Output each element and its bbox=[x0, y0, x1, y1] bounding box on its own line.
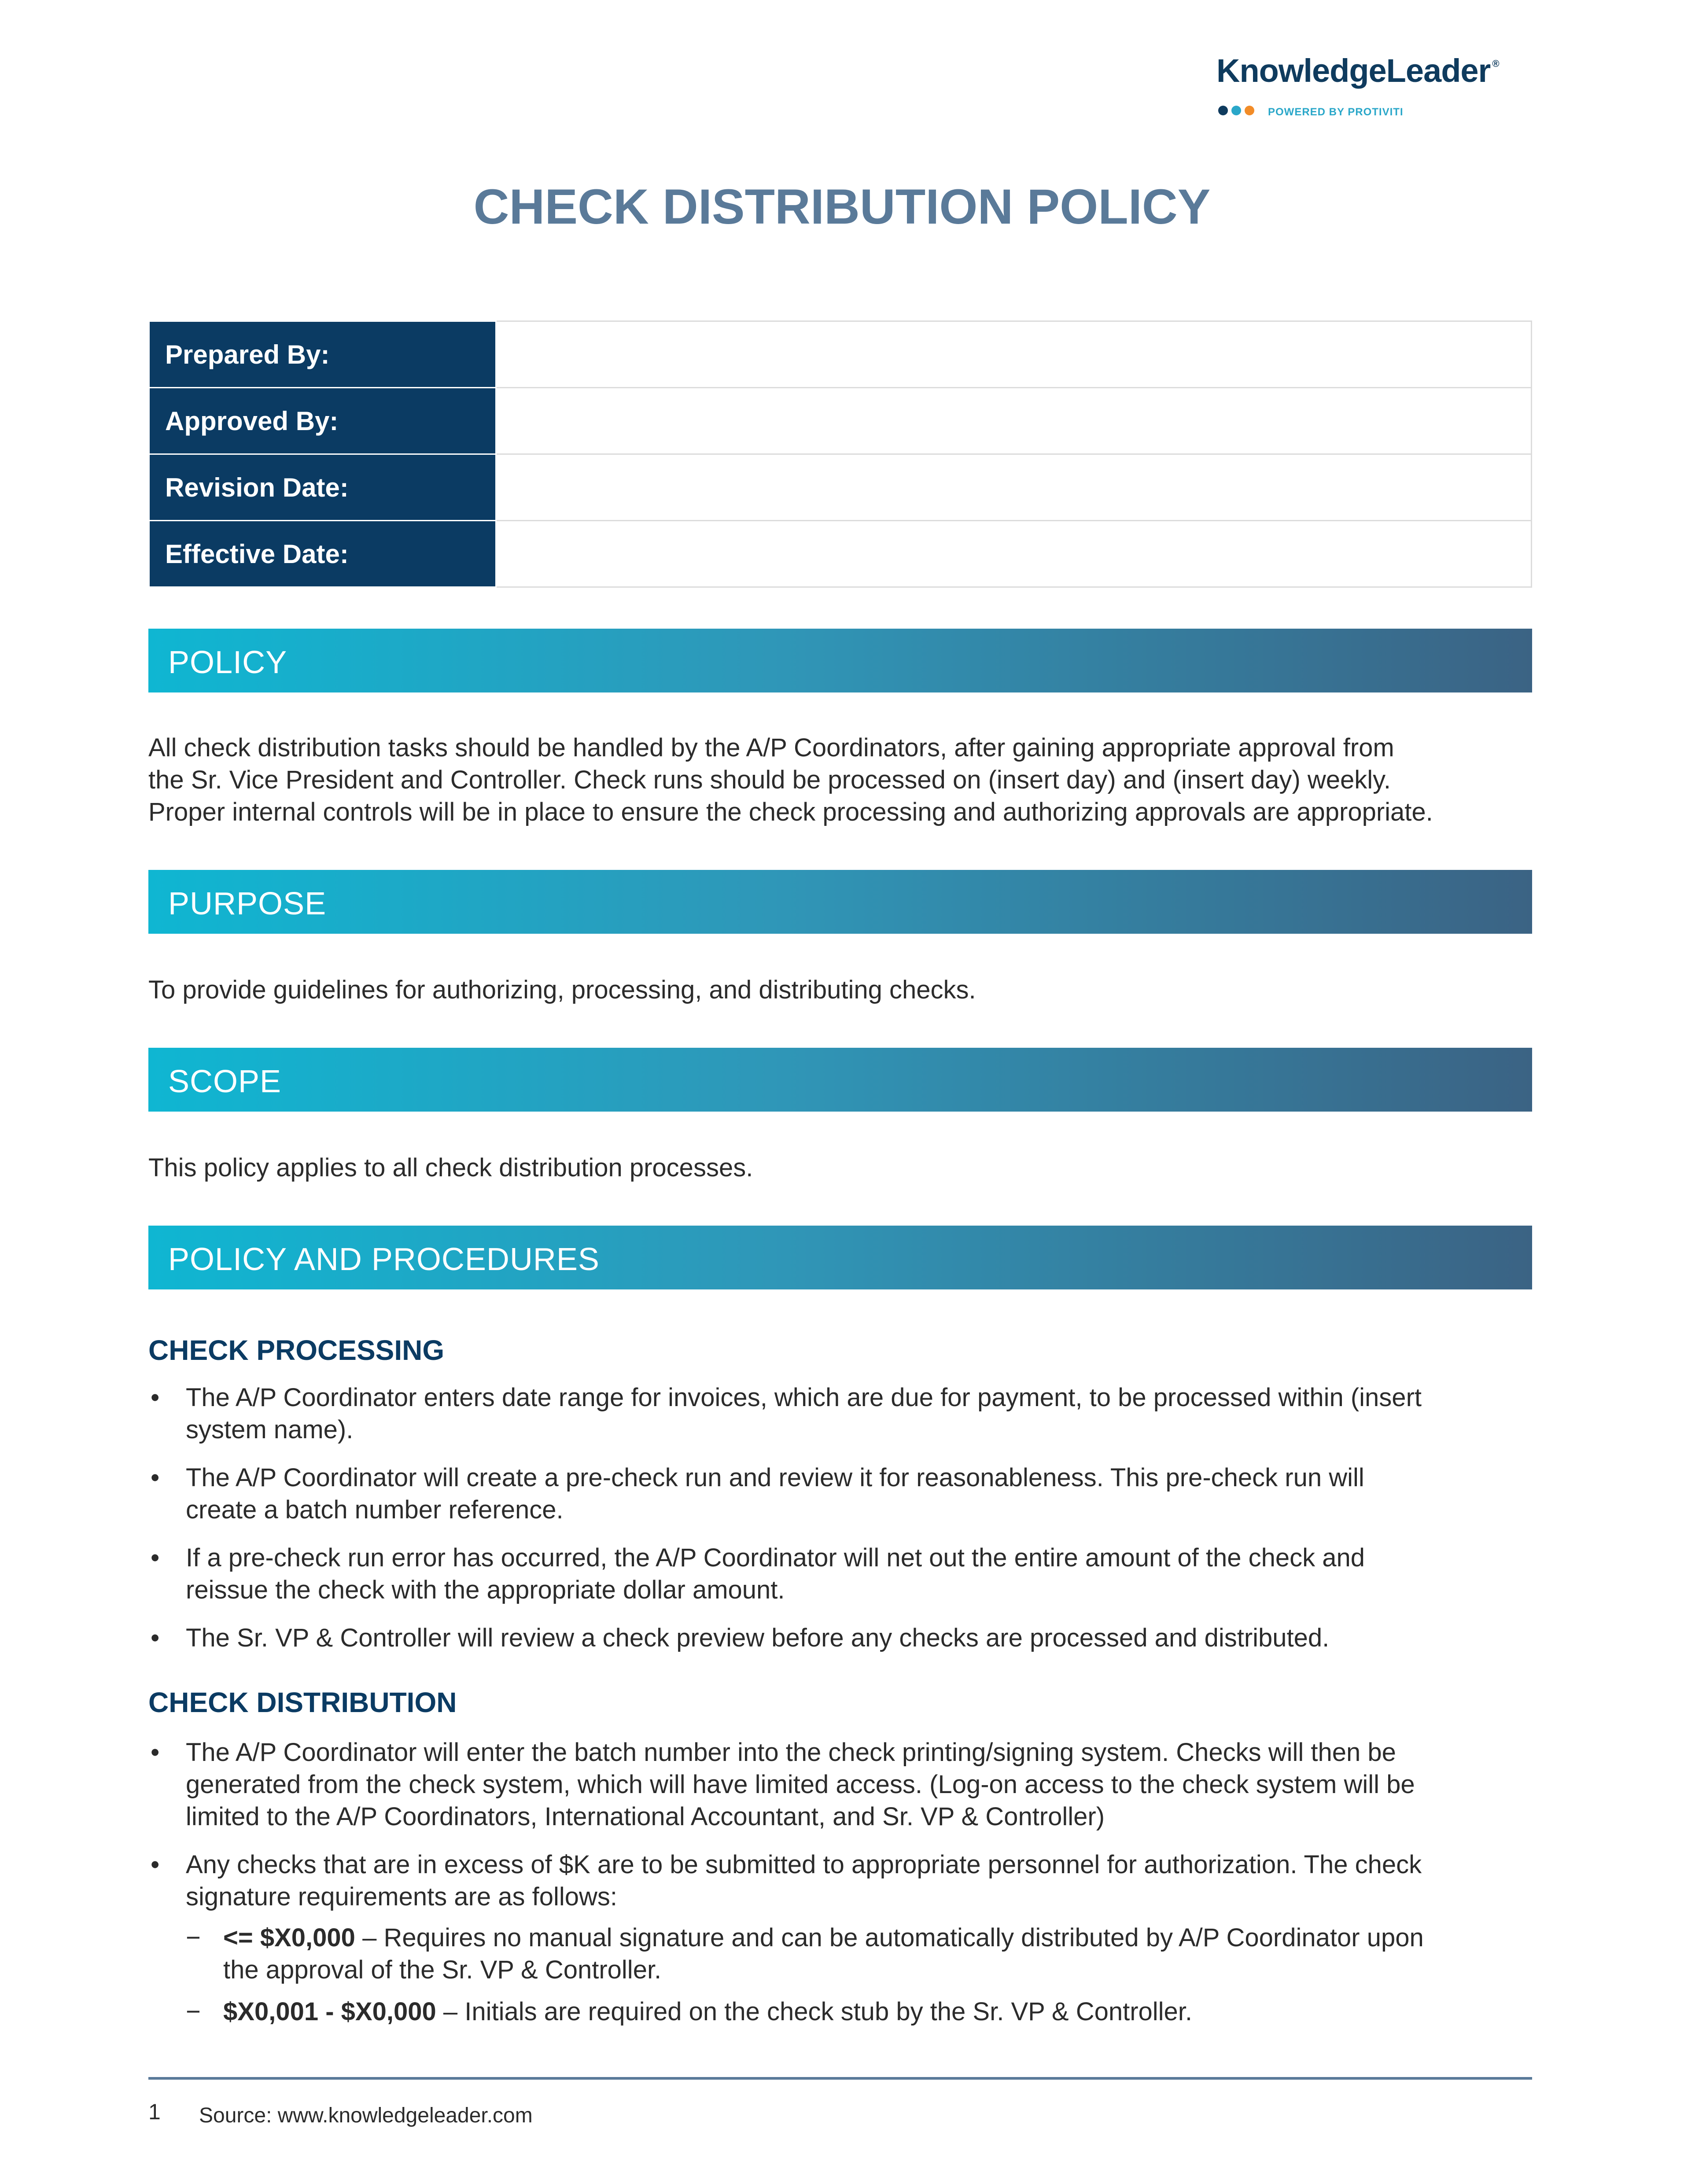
bullet-icon: • bbox=[151, 1624, 160, 1652]
list-item-line: system name). bbox=[186, 1415, 354, 1444]
bullet-icon: • bbox=[151, 1463, 160, 1492]
sub-list-item bbox=[186, 1996, 1535, 2028]
logo-wordmark bbox=[1216, 52, 1499, 89]
list-item-line: reissue the check with the appropriate dollar amount. bbox=[186, 1576, 785, 1604]
dash-icon: − bbox=[186, 1997, 201, 2026]
list-item-line: The A/P Coordinator will create a pre-check run and review it for reasonableness. This pre-check run will bbox=[186, 1463, 1364, 1492]
section-header-policy-and-procedures bbox=[148, 1226, 1532, 1289]
list-item bbox=[148, 1736, 1535, 1833]
paragraph-line: To provide guidelines for authorizing, processing, and distributing checks. bbox=[148, 976, 976, 1004]
bullet-icon: • bbox=[151, 1543, 160, 1572]
list-item-line: The A/P Coordinator enters date range for invoices, which are due for payment, to be processed within (insert bbox=[186, 1383, 1422, 1412]
info-row-prepared-by bbox=[149, 321, 1532, 388]
logo-wordmark-text: KnowledgeLeader bbox=[1216, 52, 1491, 89]
document-info-table bbox=[148, 320, 1532, 588]
info-value-effective-date[interactable] bbox=[496, 521, 1532, 587]
section-header-purpose bbox=[148, 870, 1532, 934]
logo-dot-icon bbox=[1245, 106, 1254, 115]
paragraph-line: the Sr. Vice President and Controller. Check runs should be processed on (insert day) and (insert day) weekly. bbox=[148, 766, 1391, 794]
sub-list-item-line: the approval of the Sr. VP & Controller. bbox=[223, 1956, 662, 1984]
list-item bbox=[148, 1622, 1535, 1654]
section-heading: SCOPE bbox=[168, 1064, 282, 1099]
document-title: CHECK DISTRIBUTION POLICY bbox=[473, 179, 1211, 234]
scope-paragraph bbox=[148, 1152, 1535, 1184]
page-number: 1 bbox=[148, 2099, 161, 2124]
knowledgeleader-logo bbox=[1213, 52, 1539, 127]
footer-divider bbox=[148, 2077, 1532, 2080]
logo-dot-icon bbox=[1218, 106, 1228, 115]
paragraph-line: Proper internal controls will be in place to ensure the check processing and authorizing approvals are appropriate. bbox=[148, 798, 1433, 826]
list-item bbox=[148, 1849, 1535, 2028]
list-item-line: signature requirements are as follows: bbox=[186, 1882, 618, 1911]
sub-list-item bbox=[186, 1922, 1535, 1986]
logo-dots bbox=[1218, 106, 1258, 116]
logo-tagline: POWERED BY PROTIVITI bbox=[1268, 106, 1404, 118]
purpose-paragraph bbox=[148, 974, 1535, 1006]
check-processing-list bbox=[148, 1381, 1535, 1654]
check-distribution-list bbox=[148, 1736, 1535, 2028]
threshold-description: – Requires no manual signature and can be automatically distributed by A/P Coordinator upon bbox=[355, 1923, 1424, 1952]
info-label: Prepared By: bbox=[149, 321, 496, 388]
subheading-check-distribution: CHECK DISTRIBUTION bbox=[148, 1687, 457, 1718]
dash-icon: − bbox=[186, 1923, 201, 1952]
section-heading: PURPOSE bbox=[168, 886, 327, 921]
info-row-approved-by bbox=[149, 388, 1532, 454]
sub-list-item-line bbox=[223, 1996, 1535, 2028]
info-value-approved-by[interactable] bbox=[496, 388, 1532, 454]
list-item-line: Any checks that are in excess of $K are to be submitted to appropriate personnel for authorization. The check bbox=[186, 1850, 1422, 1879]
list-item-line: generated from the check system, which will have limited access. (Log-on access to the check system will be bbox=[186, 1770, 1415, 1799]
signature-requirements-list bbox=[186, 1922, 1535, 2028]
footer-source: Source: www.knowledgeleader.com bbox=[199, 2104, 533, 2127]
section-heading: POLICY bbox=[168, 645, 287, 680]
info-label: Approved By: bbox=[149, 388, 496, 454]
info-row-revision-date bbox=[149, 454, 1532, 521]
registered-mark: ® bbox=[1492, 58, 1499, 69]
list-item-line: The Sr. VP & Controller will review a check preview before any checks are processed and distributed. bbox=[186, 1624, 1330, 1652]
bullet-icon: • bbox=[151, 1850, 160, 1879]
threshold-amount: <= $X0,000 bbox=[223, 1923, 355, 1952]
paragraph-line: This policy applies to all check distribution processes. bbox=[148, 1153, 753, 1182]
list-item-line: The A/P Coordinator will enter the batch number into the check printing/signing system. Checks will then be bbox=[186, 1738, 1396, 1767]
bullet-icon: • bbox=[151, 1383, 160, 1412]
info-label: Revision Date: bbox=[149, 454, 496, 521]
section-header-scope bbox=[148, 1048, 1532, 1112]
list-item-line: limited to the A/P Coordinators, International Accountant, and Sr. VP & Controller) bbox=[186, 1802, 1105, 1831]
info-value-prepared-by[interactable] bbox=[496, 321, 1532, 388]
threshold-amount: $X0,001 - $X0,000 bbox=[223, 1997, 436, 2026]
list-item-line: create a batch number reference. bbox=[186, 1495, 564, 1524]
info-label: Effective Date: bbox=[149, 521, 496, 587]
bullet-icon: • bbox=[151, 1738, 160, 1767]
list-item bbox=[148, 1462, 1535, 1526]
subheading-check-processing: CHECK PROCESSING bbox=[148, 1334, 445, 1366]
section-header-policy bbox=[148, 629, 1532, 692]
info-row-effective-date bbox=[149, 521, 1532, 587]
list-item-line: If a pre-check run error has occurred, the A/P Coordinator will net out the entire amount of the check and bbox=[186, 1543, 1365, 1572]
paragraph-line: All check distribution tasks should be handled by the A/P Coordinators, after gaining appropriate approval from bbox=[148, 733, 1394, 762]
section-heading: POLICY AND PROCEDURES bbox=[168, 1242, 600, 1277]
sub-list-item-line bbox=[223, 1922, 1535, 1954]
threshold-description: – Initials are required on the check stub by the Sr. VP & Controller. bbox=[436, 1997, 1193, 2026]
policy-paragraph bbox=[148, 732, 1535, 828]
list-item bbox=[148, 1542, 1535, 1606]
logo-dot-icon bbox=[1231, 106, 1241, 115]
info-value-revision-date[interactable] bbox=[496, 454, 1532, 521]
list-item bbox=[148, 1381, 1535, 1446]
